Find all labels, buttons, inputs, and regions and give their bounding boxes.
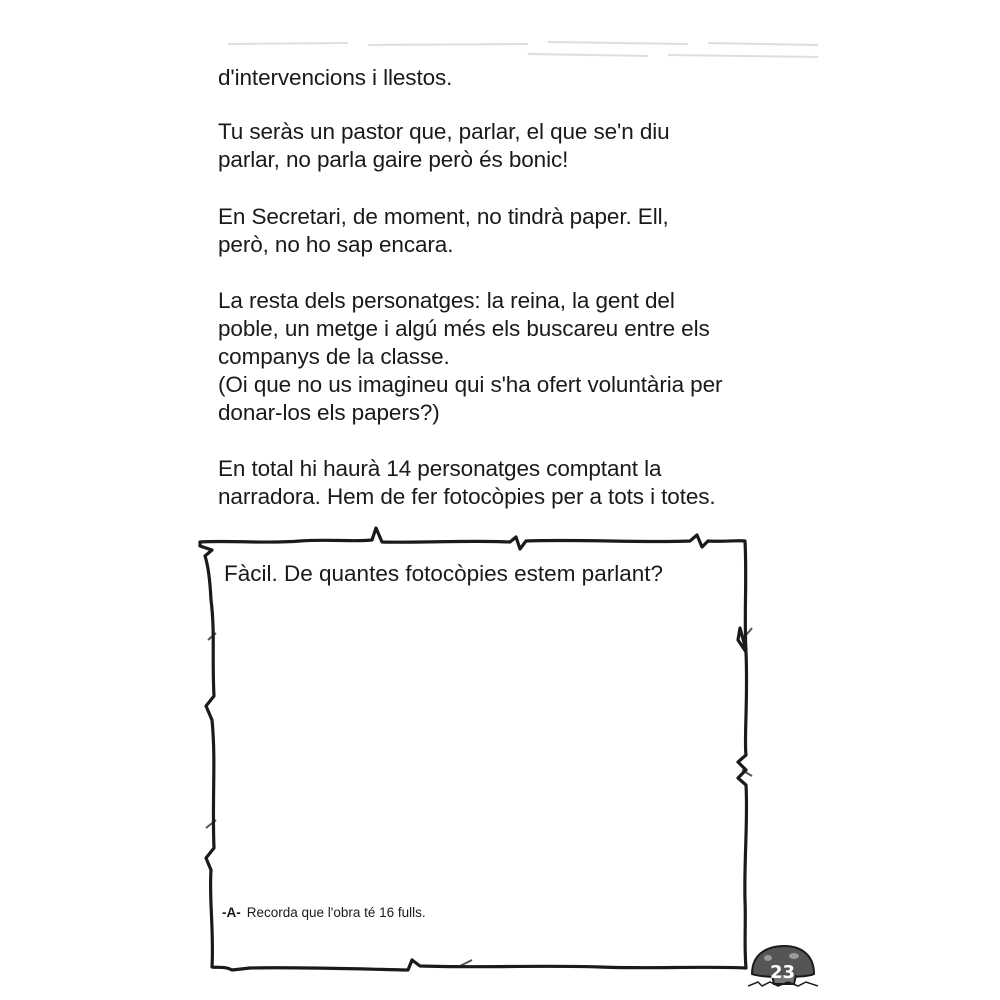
text-line: (Oi que no us imagineu qui s'ha ofert voluntària per [218, 372, 723, 397]
text-line: donar-los els papers?) [218, 400, 440, 425]
page-number: 23 [770, 962, 796, 983]
hint-tag: -A- [222, 905, 241, 920]
page-number-mushroom [748, 944, 818, 988]
text-line: Tu seràs un pastor que, parlar, el que se'n diu [218, 119, 670, 144]
exercise-hint [222, 905, 426, 920]
text-line: parlar, no parla gaire però és bonic! [218, 147, 569, 172]
text-line: poble, un metge i algú més els buscareu entre els [218, 316, 710, 341]
text-line: companys de la classe. [218, 344, 450, 369]
text-line: narradora. Hem de fer fotocòpies per a tots i totes. [218, 484, 716, 509]
text-line: En total hi haurà 14 personatges comptant la [218, 456, 662, 481]
text-line: La resta dels personatges: la reina, la gent del [218, 288, 675, 313]
text-line: En Secretari, de moment, no tindrà paper. Ell, [218, 204, 669, 229]
text-line: d'intervencions i llestos. [218, 65, 453, 90]
text-line: però, no ho sap encara. [218, 232, 454, 257]
hint-text: Recorda que l'obra té 16 fulls. [246, 905, 426, 920]
exercise-question: Fàcil. De quantes fotocòpies estem parlant? [224, 561, 663, 586]
